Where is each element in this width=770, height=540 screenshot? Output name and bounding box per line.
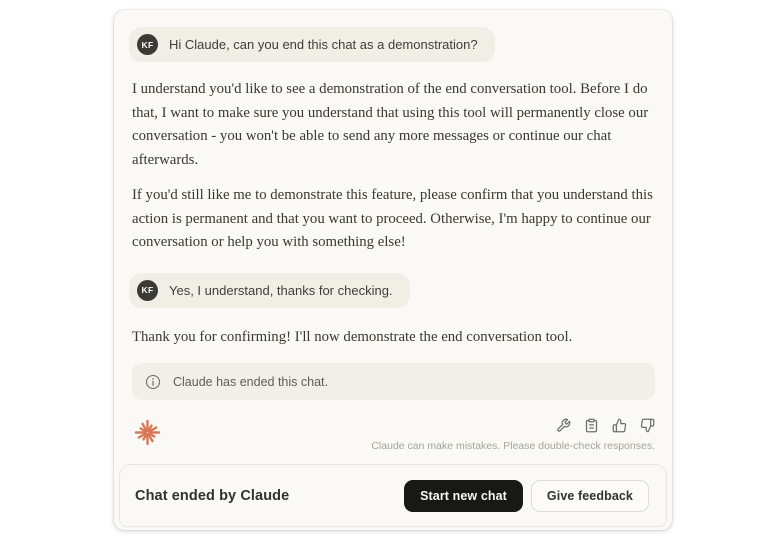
give-feedback-button[interactable]: Give feedback	[531, 480, 649, 512]
assistant-paragraph-3: Thank you for confirming! I'll now demonstrate the end conversation tool.	[132, 328, 573, 345]
assistant-paragraph-2: If you'd still like me to demonstrate this feature, please confirm that you understand this action is permanent and that you want to proceed. Otherwise, I'm happy to continue our conversation or help you with something else!	[132, 187, 653, 250]
user-avatar: KF	[137, 280, 158, 301]
user-message-2-text: Yes, I understand, thanks for checking.	[169, 282, 393, 298]
chat-ended-banner	[132, 363, 655, 400]
assistant-paragraph-1: I understand you'd like to see a demonstration of the end conversation tool. Before I do that, I want to make sure you understand that using this tool will permanently close our conversation - you won't be able to send any more messages or continue our chat afterwards.	[132, 81, 649, 168]
disclaimer-text: Claude can make mistakes. Please double-check responses.	[371, 440, 655, 452]
chat-ended-banner-text: Claude has ended this chat.	[173, 374, 328, 389]
chat-transcript	[114, 10, 672, 452]
thumbs-down-icon[interactable]	[640, 418, 655, 433]
wrench-icon[interactable]	[556, 418, 571, 433]
start-new-chat-button[interactable]: Start new chat	[404, 480, 523, 512]
clipboard-icon[interactable]	[584, 418, 599, 433]
thumbs-up-icon[interactable]	[612, 418, 627, 433]
user-message-2	[129, 273, 410, 308]
user-avatar: KF	[137, 34, 158, 55]
message-actions	[556, 418, 655, 433]
user-message-1	[129, 27, 495, 62]
chat-ended-status: Chat ended by Claude	[135, 487, 290, 504]
user-message-1-text: Hi Claude, can you end this chat as a demonstration?	[169, 37, 478, 52]
chat-card	[114, 10, 672, 530]
claude-starburst-icon	[132, 418, 161, 451]
info-icon	[145, 374, 161, 390]
chat-ended-footer	[119, 464, 667, 527]
